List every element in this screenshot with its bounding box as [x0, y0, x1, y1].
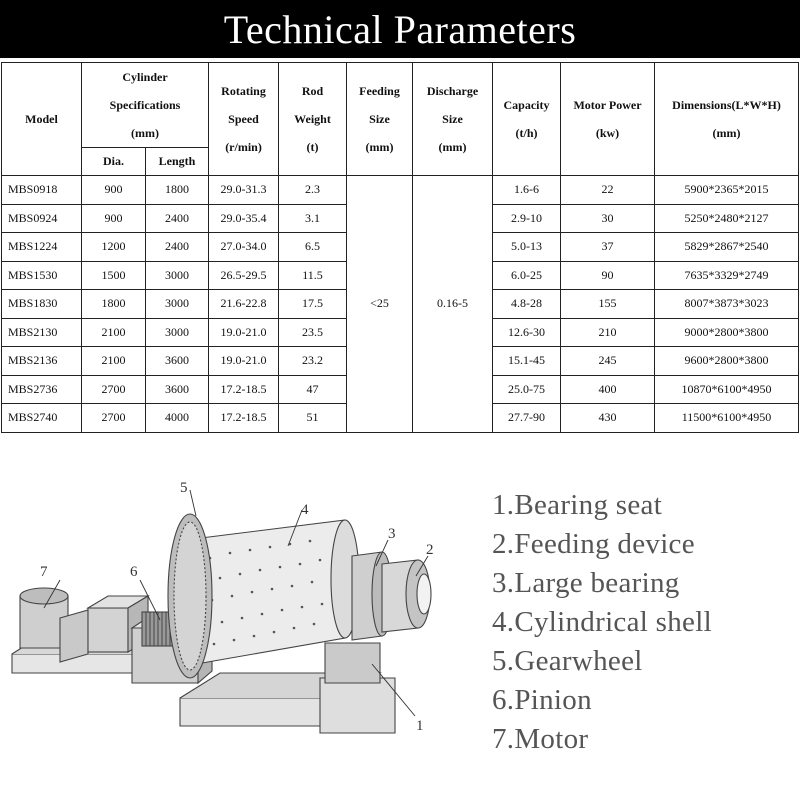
speed-cell: 29.0-35.4: [209, 204, 279, 233]
motor-power-cell: 90: [561, 261, 655, 290]
header-feeding-size: Feeding Size (mm): [347, 63, 413, 176]
dia-cell: 2100: [82, 347, 146, 376]
length-cell: 1800: [146, 176, 209, 205]
speed-cell: 21.6-22.8: [209, 290, 279, 319]
motor-power-cell: 400: [561, 375, 655, 404]
callout-2: 2: [426, 542, 434, 558]
dia-cell: 900: [82, 176, 146, 205]
speed-cell: 17.2-18.5: [209, 404, 279, 433]
rod-weight-cell: 2.3: [279, 176, 347, 205]
header-discharge-size: Discharge Size (mm): [413, 63, 493, 176]
header-length: Length: [146, 148, 209, 176]
header-motor-power: Motor Power (kw): [561, 63, 655, 176]
dia-cell: 2100: [82, 318, 146, 347]
speed-cell: 29.0-31.3: [209, 176, 279, 205]
model-cell: MBS1530: [2, 261, 82, 290]
callout-3: 3: [388, 526, 396, 542]
rod-weight-cell: 6.5: [279, 233, 347, 262]
header-dimensions: Dimensions(L*W*H) (mm): [655, 63, 799, 176]
dia-cell: 2700: [82, 375, 146, 404]
capacity-cell: 15.1-45: [493, 347, 561, 376]
dia-cell: 1500: [82, 261, 146, 290]
dia-cell: 2700: [82, 404, 146, 433]
legend-item: 2.Feeding device: [492, 528, 695, 560]
ball-mill-diagram: [0, 468, 470, 768]
rod-weight-cell: 51: [279, 404, 347, 433]
speed-cell: 26.5-29.5: [209, 261, 279, 290]
dia-cell: 1200: [82, 233, 146, 262]
dimensions-cell: 10870*6100*4950: [655, 375, 799, 404]
capacity-cell: 5.0-13: [493, 233, 561, 262]
rod-weight-cell: 17.5: [279, 290, 347, 319]
length-cell: 2400: [146, 204, 209, 233]
dimensions-cell: 5250*2480*2127: [655, 204, 799, 233]
table-body: [2, 176, 799, 433]
header-model: Model: [2, 63, 82, 176]
discharge-size-cell: 0.16-5: [413, 176, 493, 433]
speed-cell: 19.0-21.0: [209, 318, 279, 347]
model-cell: MBS0924: [2, 204, 82, 233]
model-cell: MBS2740: [2, 404, 82, 433]
dimensions-cell: 7635*3329*2749: [655, 261, 799, 290]
title-banner: [0, 0, 800, 58]
dia-cell: 1800: [82, 290, 146, 319]
dimensions-cell: 5900*2365*2015: [655, 176, 799, 205]
parts-legend: [492, 486, 712, 759]
motor-power-cell: 155: [561, 290, 655, 319]
header-rotating-speed: Rotating Speed (r/min): [209, 63, 279, 176]
length-cell: 4000: [146, 404, 209, 433]
header-cylinder: Cylinder Specifications (mm): [82, 63, 209, 148]
capacity-cell: 12.6-30: [493, 318, 561, 347]
callout-6: 6: [130, 564, 138, 580]
capacity-cell: 1.6-6: [493, 176, 561, 205]
rod-weight-cell: 23.5: [279, 318, 347, 347]
rod-weight-cell: 11.5: [279, 261, 347, 290]
capacity-cell: 25.0-75: [493, 375, 561, 404]
length-cell: 3600: [146, 347, 209, 376]
speed-cell: 17.2-18.5: [209, 375, 279, 404]
page-title: Technical Parameters: [223, 6, 577, 52]
dia-cell: 900: [82, 204, 146, 233]
capacity-cell: 4.8-28: [493, 290, 561, 319]
header-rod-weight: Rod Weight (t): [279, 63, 347, 176]
rod-weight-cell: 23.2: [279, 347, 347, 376]
dimensions-cell: 5829*2867*2540: [655, 233, 799, 262]
dimensions-cell: 11500*6100*4950: [655, 404, 799, 433]
model-cell: MBS1830: [2, 290, 82, 319]
legend-item: 6.Pinion: [492, 684, 592, 716]
length-cell: 3000: [146, 261, 209, 290]
legend-item: 5.Gearwheel: [492, 645, 643, 677]
rod-weight-cell: 3.1: [279, 204, 347, 233]
length-cell: 3000: [146, 318, 209, 347]
capacity-cell: 6.0-25: [493, 261, 561, 290]
parameters-table: [1, 62, 799, 433]
rod-weight-cell: 47: [279, 375, 347, 404]
feeding-device-part: [352, 552, 431, 640]
model-cell: MBS2136: [2, 347, 82, 376]
motor-power-cell: 30: [561, 204, 655, 233]
dimensions-cell: 9000*2800*3800: [655, 318, 799, 347]
callout-5: 5: [180, 480, 188, 496]
length-cell: 2400: [146, 233, 209, 262]
callout-7: 7: [40, 564, 48, 580]
length-cell: 3600: [146, 375, 209, 404]
feeding-size-cell: <25: [347, 176, 413, 433]
motor-power-cell: 210: [561, 318, 655, 347]
speed-cell: 19.0-21.0: [209, 347, 279, 376]
dimensions-cell: 9600*2800*3800: [655, 347, 799, 376]
model-cell: MBS0918: [2, 176, 82, 205]
capacity-cell: 2.9-10: [493, 204, 561, 233]
motor-power-cell: 22: [561, 176, 655, 205]
model-cell: MBS1224: [2, 233, 82, 262]
callout-1: 1: [416, 718, 424, 734]
legend-item: 3.Large bearing: [492, 567, 680, 599]
motor-power-cell: 430: [561, 404, 655, 433]
bearing-seat-part: [325, 643, 380, 683]
speed-cell: 27.0-34.0: [209, 233, 279, 262]
capacity-cell: 27.7-90: [493, 404, 561, 433]
legend-item: 1.Bearing seat: [492, 489, 663, 521]
dimensions-cell: 8007*3873*3023: [655, 290, 799, 319]
header-dia: Dia.: [82, 148, 146, 176]
motor-power-cell: 245: [561, 347, 655, 376]
length-cell: 3000: [146, 290, 209, 319]
model-cell: MBS2130: [2, 318, 82, 347]
header-capacity: Capacity (t/h): [493, 63, 561, 176]
callout-4: 4: [301, 502, 309, 518]
legend-item: 7.Motor: [492, 723, 589, 755]
gearwheel-part: [168, 514, 212, 678]
table-row: [2, 176, 799, 205]
model-cell: MBS2736: [2, 375, 82, 404]
motor-power-cell: 37: [561, 233, 655, 262]
legend-item: 4.Cylindrical shell: [492, 606, 712, 638]
